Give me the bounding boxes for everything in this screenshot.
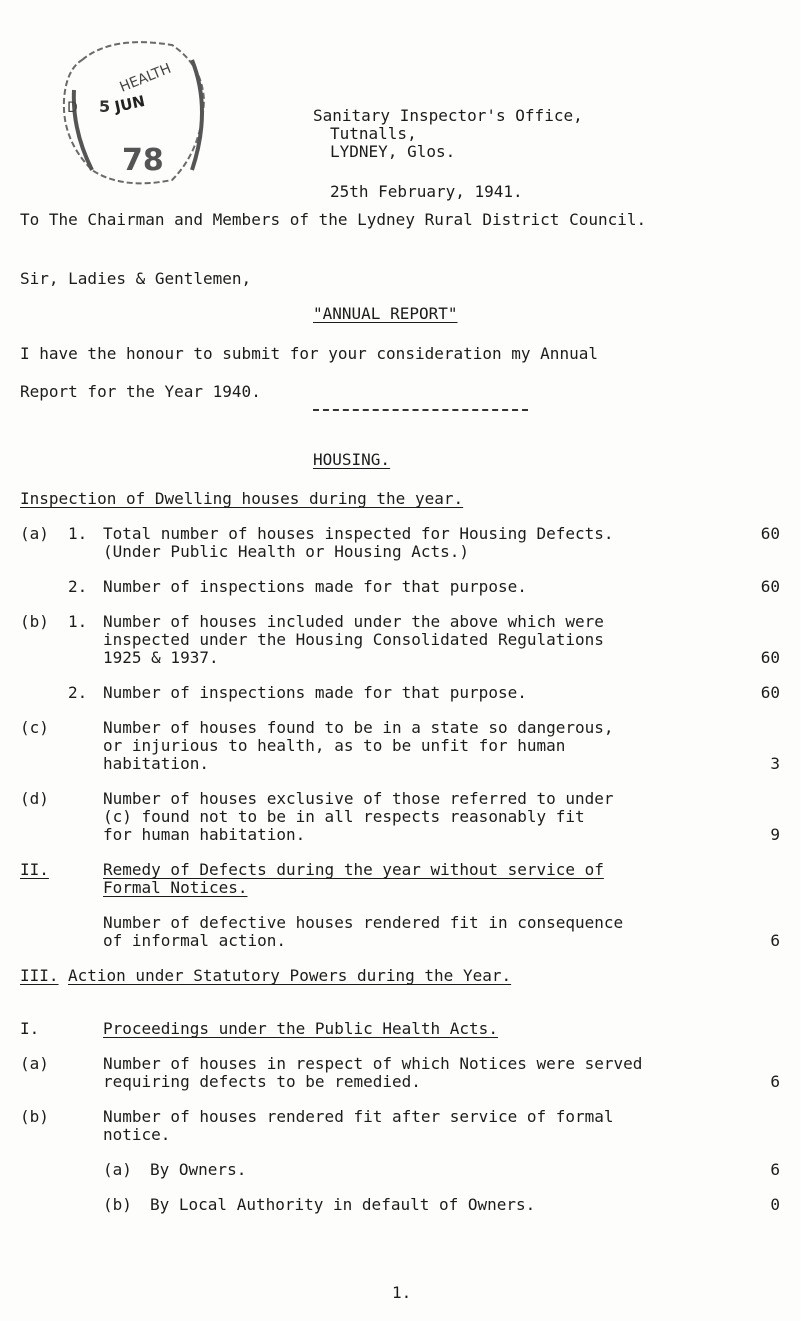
section-3-b-text-1: Number of houses rendered fit after service of formal [103,1107,614,1126]
item-c-text-2: or injurious to health, as to be unfit for human [103,736,566,755]
stamp-prefix: D [67,100,78,116]
section-3-ba-value: 6 [770,1160,780,1179]
stamp-year: 78 [122,143,164,178]
section-3-sub-label: I. [20,1019,40,1038]
report-title: "ANNUAL REPORT" [313,304,458,323]
stamp-month: JUN [113,92,147,116]
stamp-day: 5 [99,97,111,116]
divider-rule [313,409,528,411]
section-3-bb-label: (b) [103,1195,132,1214]
item-c-text-1: Number of houses found to be in a state so dangerous, [103,718,614,737]
item-b1-value: 60 [760,648,780,667]
item-d-text-1: Number of houses exclusive of those referred to under [103,789,614,808]
section-2-title-1: Remedy of Defects during the year without service of [103,860,604,879]
item-a1-number: 1. [68,524,88,543]
section-3-a-label: (a) [20,1054,49,1073]
section-3-bb-value: 0 [770,1195,780,1214]
section-2-text-1: Number of defective houses rendered fit in consequence [103,913,624,932]
section-2-label: II. [20,860,49,879]
item-a1-value: 60 [760,524,780,543]
section-3-ba-label: (a) [103,1160,132,1179]
item-b1-text-2: inspected under the Housing Consolidated Regulations [103,630,604,649]
item-a-label: (a) [20,524,49,543]
item-a1-text-2: (Under Public Health or Housing Acts.) [103,542,470,561]
section-3-b-text-2: notice. [103,1125,171,1144]
salutation: Sir, Ladies & Gentlemen, [20,269,252,288]
item-c-text-3: habitation. [103,754,209,773]
section-3-a-text-1: Number of houses in respect of which Notices were served [103,1054,643,1073]
item-b1-text-3: 1925 & 1937. [103,648,219,667]
section-3-a-value: 6 [770,1072,780,1091]
item-c-value: 3 [770,754,780,773]
section-2-text-2: of informal action. [103,931,287,950]
office-line-3: LYDNEY, Glos. [330,142,456,161]
item-d-text-2: (c) found not to be in all respects reasonably fit [103,807,585,826]
item-b2-value: 60 [760,683,780,702]
stamp-top-text: HEALTH [117,60,174,96]
section-2-value: 6 [770,931,780,950]
intro-line-1: I have the honour to submit for your consideration my Annual [20,344,598,363]
office-line-2: Tutnalls, [330,124,417,143]
item-a2-text: Number of inspections made for that purpose. [103,577,527,596]
section-3-b-label: (b) [20,1107,49,1126]
item-d-value: 9 [770,825,780,844]
section-title: HOUSING. [313,450,391,469]
section-3-a-text-2: requiring defects to be remedied. [103,1072,421,1091]
received-stamp [52,30,210,190]
item-d-text-3: for human habitation. [103,825,306,844]
item-a2-value: 60 [760,577,780,596]
section-2-title-2: Formal Notices. [103,878,248,897]
office-line-1: Sanitary Inspector's Office, [313,106,583,125]
section-3-title: Action under Statutory Powers during the Year. [68,966,512,985]
item-d-label: (d) [20,789,49,808]
section-3-bb-text: By Local Authority in default of Owners. [150,1195,536,1214]
subtitle-inspection: Inspection of Dwelling houses during the year. [20,489,464,508]
section-3-ba-text: By Owners. [150,1160,247,1179]
item-c-label: (c) [20,718,49,737]
item-b1-number: 1. [68,612,88,631]
letter-date: 25th February, 1941. [330,182,523,201]
item-b1-text-1: Number of houses included under the above which were [103,612,604,631]
item-b-label: (b) [20,612,49,631]
item-b2-text: Number of inspections made for that purpose. [103,683,527,702]
intro-line-2: Report for the Year 1940. [20,382,261,401]
section-3-label: III. [20,966,59,985]
item-b2-number: 2. [68,683,88,702]
page-number: 1. [392,1283,412,1302]
item-a2-number: 2. [68,577,88,596]
item-a1-text-1: Total number of houses inspected for Housing Defects. [103,524,614,543]
addressee: To The Chairman and Members of the Lydney Rural District Council. [20,210,647,229]
section-3-sub-title: Proceedings under the Public Health Acts. [103,1019,498,1038]
